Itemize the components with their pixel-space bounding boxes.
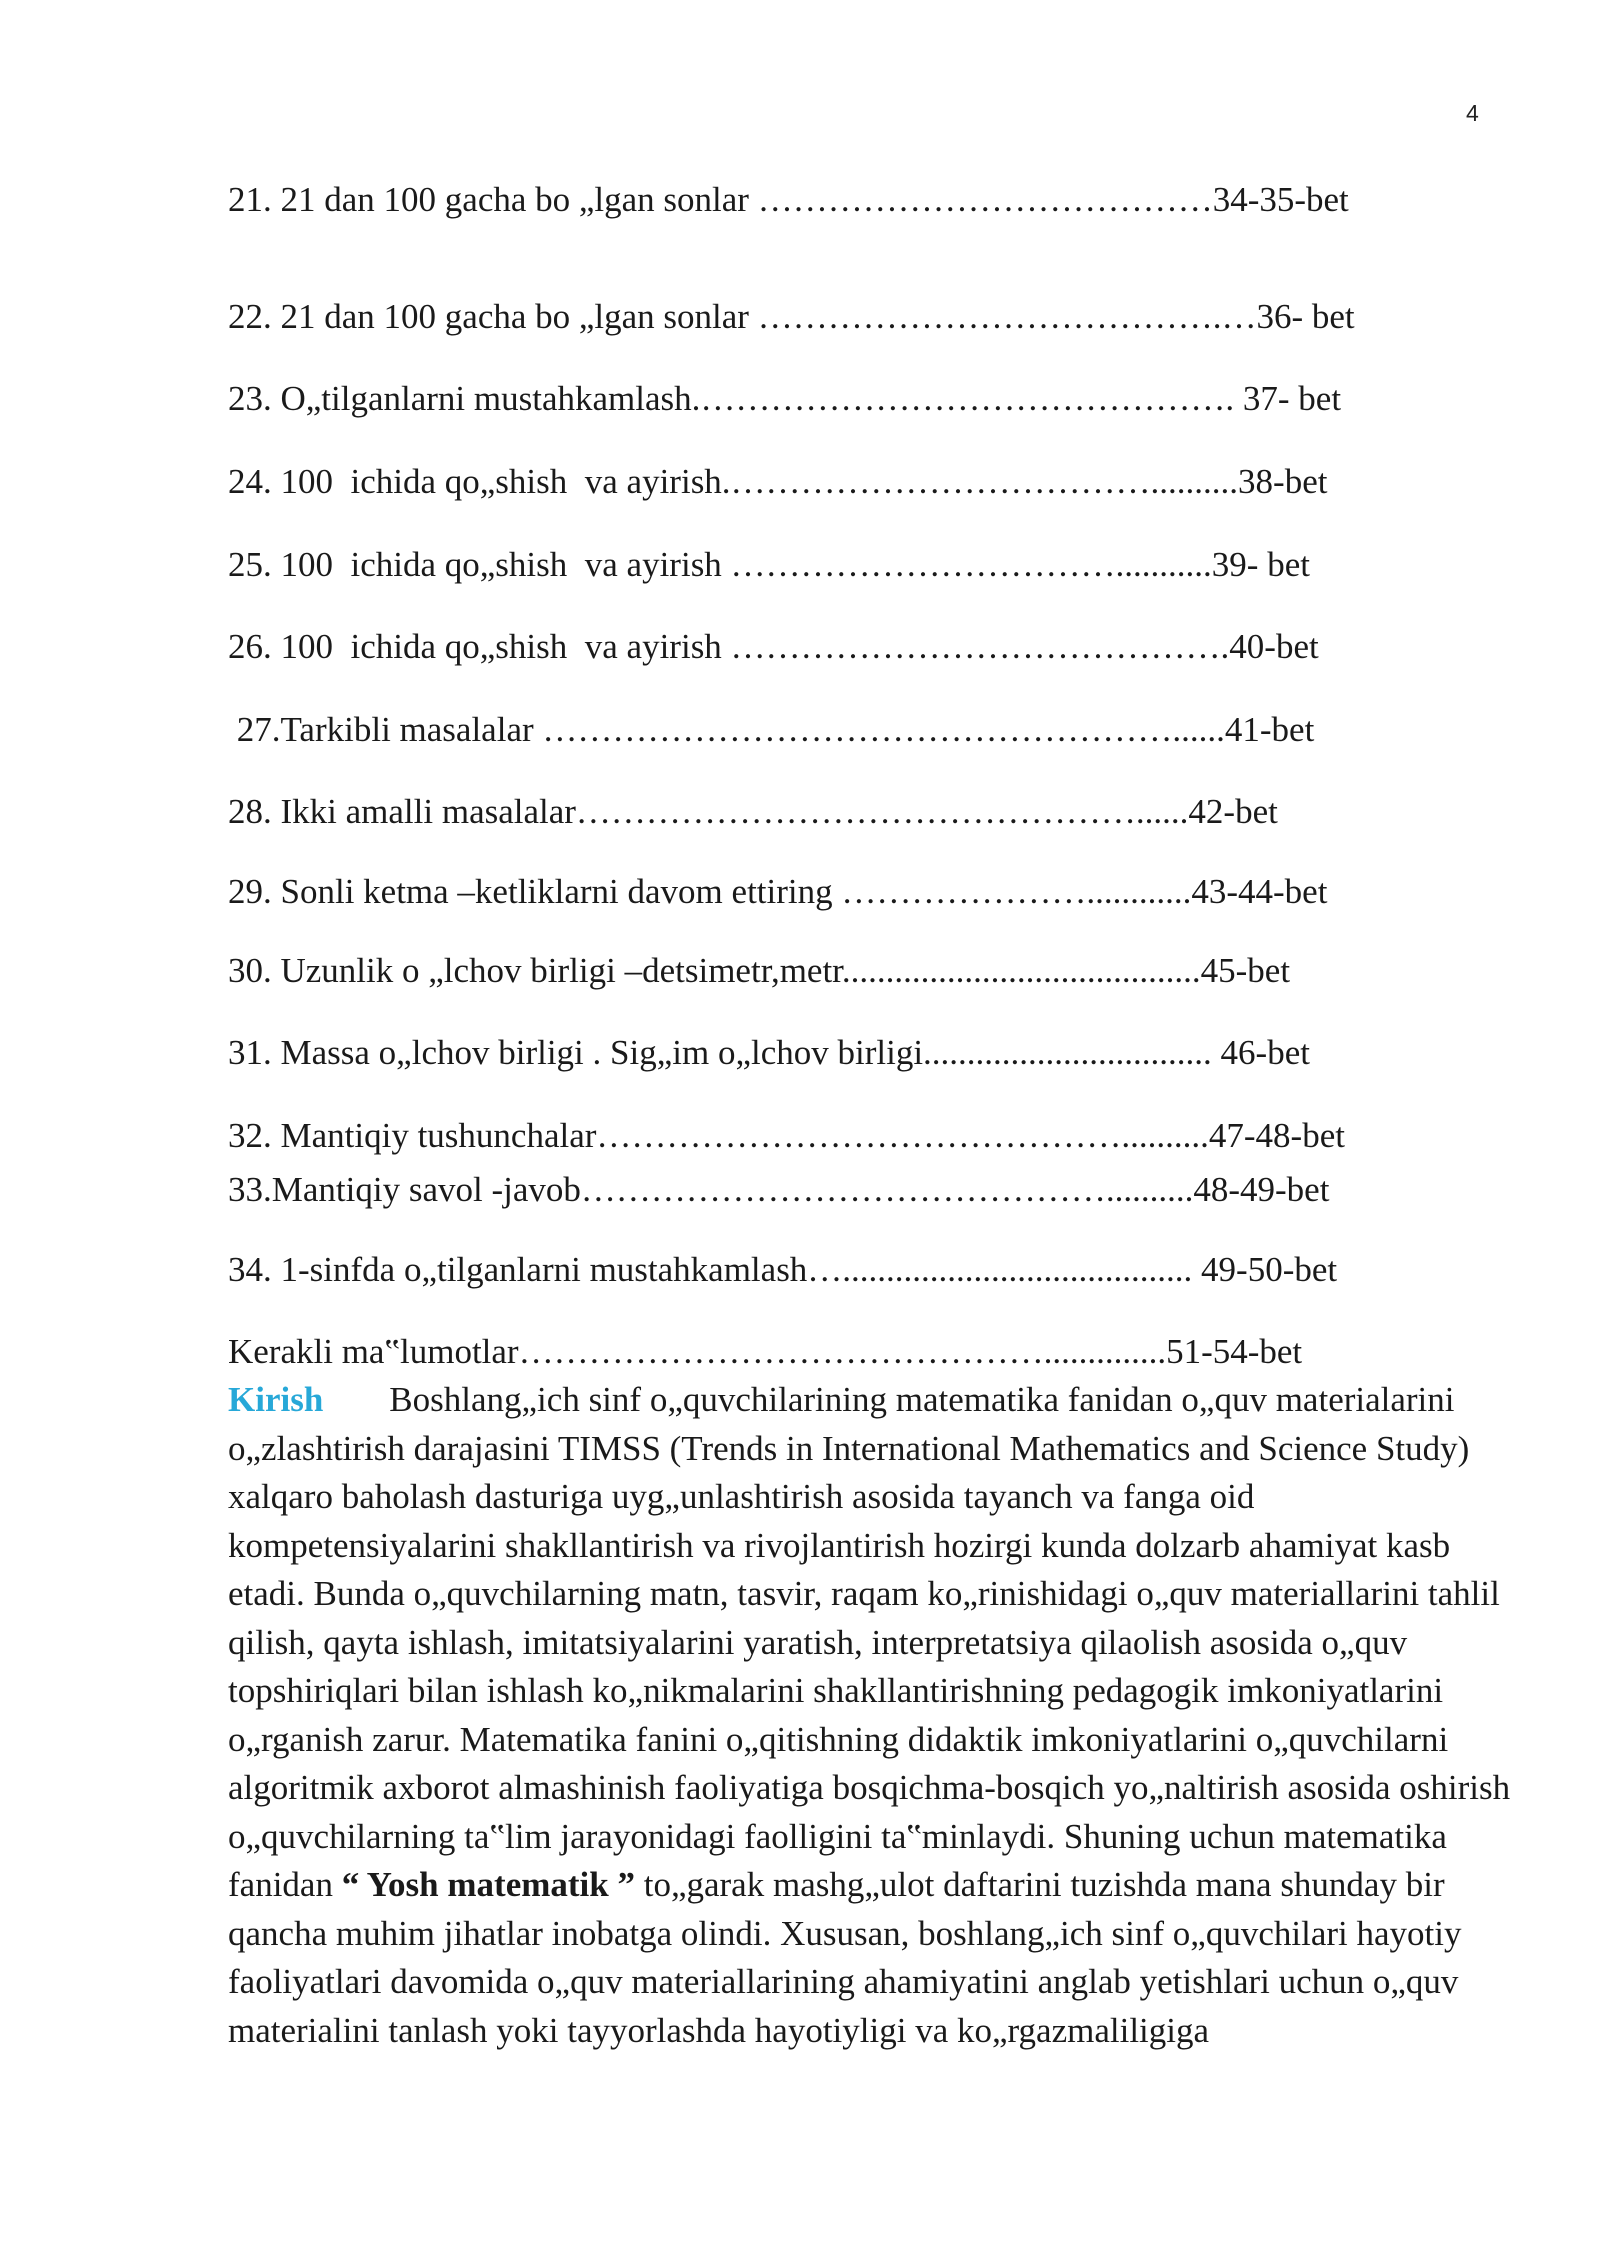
toc-entry: 28. Ikki amalli masalalar…………………………………………......42-bet (228, 792, 1278, 831)
toc-entry: 21. 21 dan 100 gacha bo „lgan sonlar …………………………………34-35-bet (228, 180, 1349, 219)
toc-entry: 30. Uzunlik o „lchov birligi –detsimetr,metr.........................................45-bet (228, 951, 1291, 990)
toc-entry: Kerakli ma‟lumotlar………………………………………..............51-54-bet (228, 1332, 1303, 1371)
toc-entry: 33.Mantiqiy savol -javob………………………………………..........48-49-bet (228, 1170, 1330, 1209)
toc-entry: 22. 21 dan 100 gacha bo „lgan sonlar ………………………………….…36- bet (228, 297, 1355, 336)
toc-entry: 24. 100 ichida qo„shish va ayirish.………………………………..........38-bet (228, 462, 1328, 501)
toc-entry: 26. 100 ichida qo„shish va ayirish …………………………………….40-bet (228, 627, 1319, 666)
toc-entry: 25. 100 ichida qo„shish va ayirish ……………………………...........39- bet (228, 545, 1310, 584)
toc-entry: 31. Massa o„lchov birligi . Sig„im o„lchov birligi................................. 46-bet (228, 1033, 1310, 1072)
toc-entry: 27.Tarkibli masalalar ………………………………………………......41-bet (228, 710, 1315, 749)
toc-entry: 29. Sonli ketma –ketliklarni davom ettiring …………………............43-44-bet (228, 872, 1328, 911)
toc-entry: 32. Mantiqiy tushunchalar………………………………………..........47-48-bet (228, 1116, 1345, 1155)
intro-text: Boshlang„ich sinf o„quvchilarining matematika fanidan o„quv materialarini o„zlashtirish darajasini TIMSS (Trends in International Mathematics and Science Study) xalqaro baholash dasturiga uyg„unlashtirish asosida tayanch va fanga oid kompetensiyalarini shakllantirish va rivojlantirish hozirgi kunda dolzarb ahamiyat kasb etadi. Bunda o„quvchilarning matn, tasvir, raqam ko„rinishidagi o„quv materiallarini tahlil qilish, qayta ishlash, imitatsiyalarini yaratish, interpretatsiya qilaolish asosida o„quv topshiriqlari bilan ishlash ko„nikmalarini shakllantirishning pedagogik imkoniyatlarini o„rganish zarur. Matematika fanini o„qitishning didaktik imkoniyatlarini o„quvchilarni algoritmik axborot almashinish faoliyatiga bosqichma-bosqich yo„naltirish asosida oshirish o„quvchilarning ta‟lim jarayonidagi faolligini ta‟minlaydi. Shuning uchun matematika fanidan (228, 1380, 1511, 1904)
intro-paragraph (228, 1376, 1528, 2055)
intro-text-continued: to„garak mashg„ulot daftarini tuzishda mana shunday bir qancha muhim jihatlar inobatga olindi. Xususan, boshlang„ich sinf o„quvchilari hayotiy faoliyatlari davomida o„quv materiallarining ahamiyatini anglab yetishlari uchun o„quv materialini tanlash yoki tayyorlashda hayotiyligi va ko„rgazmaliligiga (228, 1865, 1462, 2050)
page-number: 4 (1466, 100, 1479, 126)
toc-entry: 34. 1-sinfda o„tilganlarni mustahkamlash…........................................ 49-50-bet (228, 1250, 1338, 1289)
toc-entry: 23. O„tilganlarni mustahkamlash.………………………………………. 37- bet (228, 379, 1342, 418)
intro-heading: Kirish (228, 1380, 324, 1419)
book-title: “ Yosh matematik ” (341, 1865, 635, 1904)
